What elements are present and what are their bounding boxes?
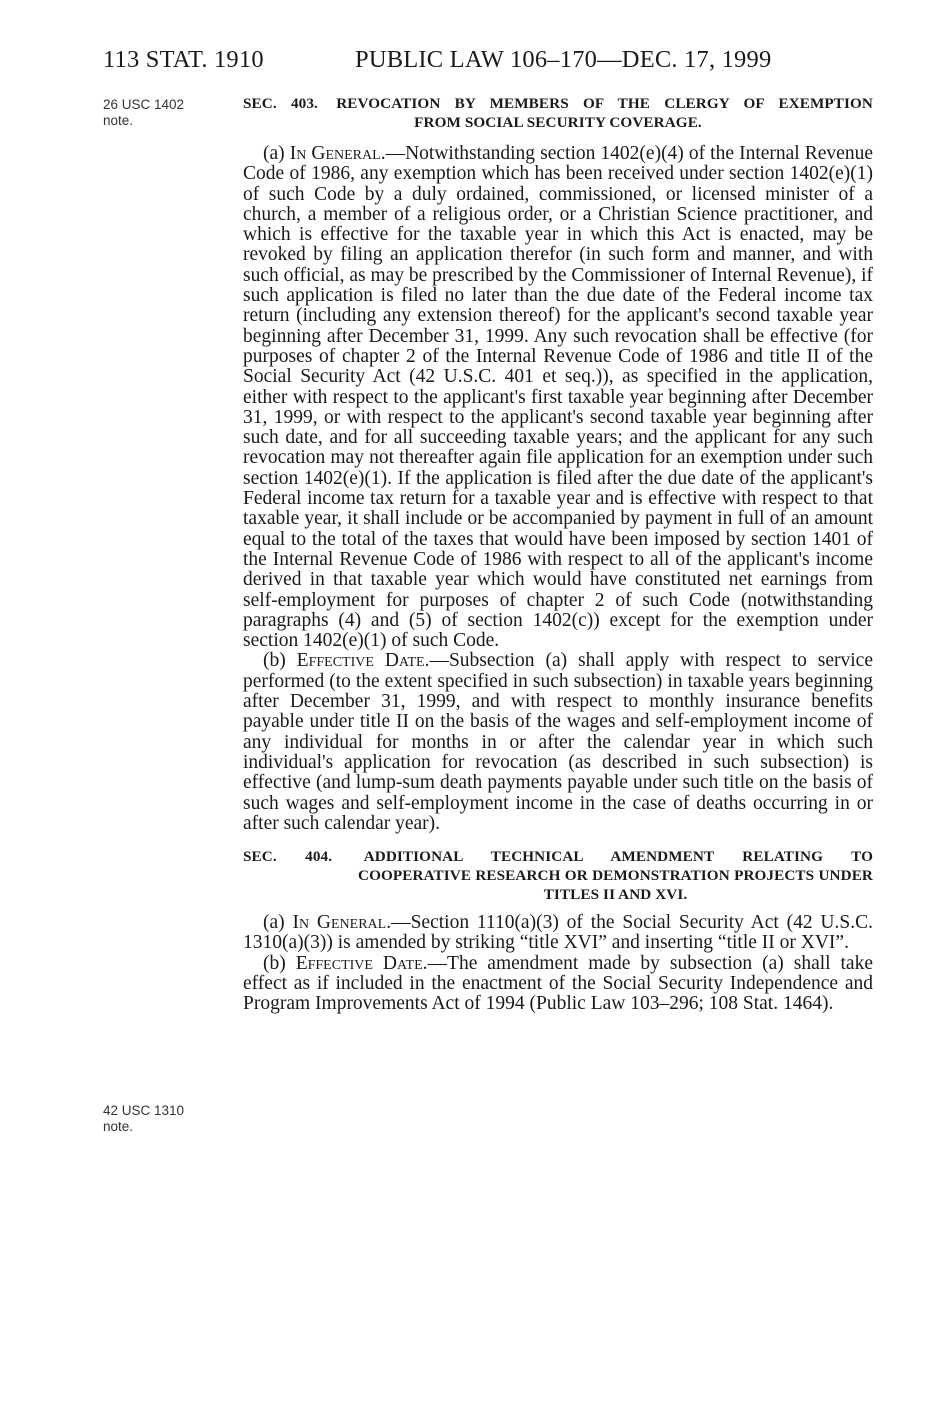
- stat-page-number: 113 STAT. 1910: [103, 46, 264, 73]
- margin-note-suffix: note.: [103, 113, 134, 128]
- public-law-title: PUBLIC LAW 106–170—DEC. 17, 1999: [355, 46, 772, 73]
- subsection-marker: (a): [263, 143, 290, 164]
- section-404-subsection-b: [243, 954, 873, 1015]
- subsection-text: .—Subsection (a) shall apply with respect to service performed (to the extent specified in such subsection) in taxable years beginning after December 31, 1999, and with respect to monthly insurance benefits payable under title II on the basis of the wages and self-employment income of any individual for months in or after the calendar year in which such individual's application for revocation (as described in such subsection) is effective (and lump-sum death payments payable under such title on the basis of such wages and self-employment income in the case of deaths occurring in or after such calendar year).: [243, 650, 873, 834]
- section-404-label: SEC. 404.: [243, 848, 333, 866]
- margin-note-citation: 42 USC 1310: [103, 1103, 185, 1118]
- subsection-marker: (b): [263, 952, 296, 974]
- section-404-title-rest: COOPERATIVE RESEARCH OR DEMONSTRATION PROJECTS UNDER TITLES II AND XVI.: [358, 867, 873, 904]
- subsection-text: .—Notwithstanding section 1402(e)(4) of the Internal Revenue Code of 1986, any exemption which has been received under section 1402(e)(1) of such Code by a duly ordained, commissioned, or licensed minister of a church, a member of a religious order, or a Christian Science practitioner, and which is effective for the taxable year in which this Act is enacted, may be revoked by filing an application therefor (in such form and manner, and with such official, as may be prescribed by the Commissioner of Internal Revenue), if such application is filed no later than the due date of the Federal income tax return (including any extension thereof) for the applicant's second taxable year beginning after December 31, 1999. Any such revocation shall be effective (for purposes of chapter 2 of the Internal Revenue Code of 1986 and title II of the Social Security Act (42 U.S.C. 401 et seq.)), as specified in the application, either with respect to the applicant's first taxable year beginning after December 31, 1999, or with respect to the applicant's second taxable year beginning after such date, and for all succeeding taxable years; and the applicant for any such revocation may not thereafter again file application for an exemption under such section 1402(e)(1). If the application is filed after the due date of the applicant's Federal income tax return for a taxable year and is effective with respect to that taxable year, it shall include or be accompanied by payment in full of an amount equal to the total of the taxes that would have been imposed by section 1401 of the Internal Revenue Code of 1986 with respect to all of the applicant's income derived in that taxable year which would have constituted net earnings from self-employment for purposes of chapter 2 of such Code (notwithstanding paragraphs (4) and (5) of section 1402(c)) except for the exemption under section 1402(e)(1) of such Code.: [243, 143, 873, 652]
- subsection-heading: In General: [289, 143, 381, 164]
- section-404-subsection-a: [243, 913, 873, 954]
- subsection-heading: Effective Date: [295, 952, 423, 974]
- section-404-title-line1: ADDITIONAL TECHNICAL AMENDMENT RELATING TO: [363, 848, 873, 866]
- subsection-heading: In General: [292, 912, 387, 934]
- subsection-heading: Effective Date: [296, 650, 425, 672]
- margin-note-42-usc-1310: [103, 1103, 184, 1135]
- section-403-title-line1: REVOCATION BY MEMBERS OF THE CLERGY OF EXEMPTION: [336, 95, 873, 112]
- section-403-subsection-a: [243, 144, 873, 651]
- section-403-title-line2: FROM SOCIAL SECURITY COVERAGE.: [414, 114, 702, 131]
- section-404-heading: [243, 847, 873, 904]
- document-body: [243, 94, 873, 1015]
- margin-note-suffix: note.: [103, 1119, 134, 1134]
- margin-note-citation: 26 USC 1402: [103, 97, 185, 112]
- section-403-label: SEC. 403.: [243, 95, 318, 112]
- margin-note-26-usc-1402: [103, 97, 184, 129]
- subsection-marker: (a): [263, 912, 293, 934]
- subsection-text: .—The amendment made by subsection (a) shall take effect as if included in the enactment of the Social Security Independence and Program Improvements Act of 1994 (Public Law 103–296; 108 Stat. 1464).: [243, 952, 873, 1015]
- subsection-text: .—Section 1110(a)(3) of the Social Security Act (42 U.S.C. 1310(a)(3)) is amended by striking “title XVI” and inserting “title II or XVI”.: [243, 912, 873, 954]
- section-403-heading: [243, 94, 873, 132]
- subsection-marker: (b): [263, 650, 297, 672]
- section-403-subsection-b: [243, 651, 873, 834]
